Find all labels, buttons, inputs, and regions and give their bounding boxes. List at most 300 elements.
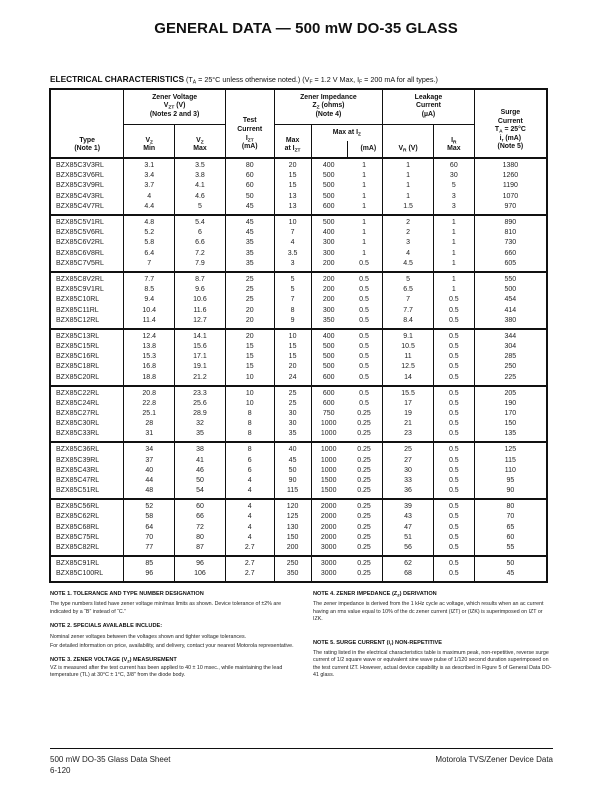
cell-izt: 8 bbox=[225, 419, 274, 429]
cell-izk: 1 bbox=[346, 238, 383, 248]
cell-zzt-max: 15 bbox=[274, 171, 311, 181]
cell-ir-max: 0.5 bbox=[433, 466, 474, 476]
cell-ir-max: 0.5 bbox=[433, 305, 474, 315]
cell-vr: 1.5 bbox=[383, 202, 434, 215]
cell-ir-max: 0.5 bbox=[433, 512, 474, 522]
cell-vz-min: 3.4 bbox=[124, 171, 175, 181]
header-sub: ZT bbox=[294, 148, 301, 154]
cell-vz-min: 64 bbox=[124, 523, 175, 533]
cell-type: BZX85C11RL bbox=[50, 305, 124, 315]
cell-izk: 1 bbox=[346, 181, 383, 191]
cell-ir-max: 0.5 bbox=[433, 455, 474, 465]
cell-zzt-max: 90 bbox=[274, 476, 311, 486]
row-group bbox=[50, 158, 547, 215]
cell-surge-current: 810 bbox=[474, 228, 547, 238]
cell-surge-current: 170 bbox=[474, 409, 547, 419]
cell-vr: 7.7 bbox=[383, 305, 434, 315]
header-max-at-iz bbox=[311, 124, 383, 158]
table-row bbox=[50, 248, 547, 258]
cell-izk: 0.25 bbox=[346, 419, 383, 429]
cell-vz-min: 20.8 bbox=[124, 386, 175, 399]
cell-zzt-max: 35 bbox=[274, 429, 311, 442]
cell-ir-max: 0.5 bbox=[433, 476, 474, 486]
note-5-title bbox=[313, 640, 553, 647]
cell-vz-min: 11.4 bbox=[124, 316, 175, 329]
cell-izt: 20 bbox=[225, 305, 274, 315]
cell-vz-min: 52 bbox=[124, 499, 175, 512]
cell-vz-min: 22.8 bbox=[124, 399, 175, 409]
cell-type: BZX85C5V1RL bbox=[50, 215, 124, 228]
cell-ir-max: 0.5 bbox=[433, 342, 474, 352]
electrical-characteristics-table bbox=[49, 88, 548, 583]
table-row bbox=[50, 533, 547, 543]
cell-vz-max: 50 bbox=[175, 476, 226, 486]
cell-zzk-max: 300 bbox=[311, 238, 346, 248]
footer-doc-title: 500 mW DO-35 Glass Data Sheet bbox=[50, 755, 171, 764]
condition-text: = 200 mA for all types.) bbox=[362, 75, 438, 84]
cell-vz-max: 46 bbox=[175, 466, 226, 476]
cell-izt: 15 bbox=[225, 342, 274, 352]
header-zener-impedance bbox=[274, 89, 383, 124]
table-row bbox=[50, 362, 547, 372]
cell-izt: 4 bbox=[225, 486, 274, 499]
cell-vz-max: 5.4 bbox=[175, 215, 226, 228]
cell-vz-max: 38 bbox=[175, 442, 226, 455]
table-row bbox=[50, 158, 547, 171]
cell-ir-max: 0.5 bbox=[433, 429, 474, 442]
cell-surge-current: 250 bbox=[474, 362, 547, 372]
cell-zzt-max: 130 bbox=[274, 523, 311, 533]
cell-izt: 25 bbox=[225, 285, 274, 295]
table-row bbox=[50, 486, 547, 499]
header-zener-voltage bbox=[124, 89, 225, 124]
cell-vz-min: 12.4 bbox=[124, 329, 175, 342]
cell-izk: 0.5 bbox=[346, 386, 383, 399]
cell-zzk-max: 600 bbox=[311, 202, 346, 215]
cell-surge-current: 500 bbox=[474, 285, 547, 295]
cell-zzt-max: 8 bbox=[274, 305, 311, 315]
header-test-current bbox=[225, 89, 274, 158]
cell-zzt-max: 150 bbox=[274, 533, 311, 543]
cell-vz-min: 3.1 bbox=[124, 158, 175, 171]
cell-surge-current: 70 bbox=[474, 512, 547, 522]
cell-vz-max: 41 bbox=[175, 455, 226, 465]
cell-izt: 4 bbox=[225, 499, 274, 512]
cell-zzk-max: 500 bbox=[311, 215, 346, 228]
table-row bbox=[50, 171, 547, 181]
cell-izk: 0.25 bbox=[346, 533, 383, 543]
cell-type: BZX85C10RL bbox=[50, 295, 124, 305]
cell-vr: 36 bbox=[383, 486, 434, 499]
table-row bbox=[50, 238, 547, 248]
cell-surge-current: 90 bbox=[474, 486, 547, 499]
notes-right bbox=[313, 591, 553, 687]
cell-vz-min: 16.8 bbox=[124, 362, 175, 372]
cell-surge-current: 80 bbox=[474, 499, 547, 512]
cell-zzk-max: 1000 bbox=[311, 429, 346, 442]
cell-vr: 7 bbox=[383, 295, 434, 305]
cell-surge-current: 45 bbox=[474, 569, 547, 582]
cell-izk: 1 bbox=[346, 158, 383, 171]
cell-surge-current: 150 bbox=[474, 419, 547, 429]
cell-surge-current: 1380 bbox=[474, 158, 547, 171]
cell-izk: 0.25 bbox=[346, 409, 383, 419]
condition-text: = 25°C unless otherwise noted.) (V bbox=[196, 75, 310, 84]
cell-izk: 0.5 bbox=[346, 272, 383, 285]
cell-ir-max: 1 bbox=[433, 285, 474, 295]
cell-surge-current: 125 bbox=[474, 442, 547, 455]
cell-izt: 4 bbox=[225, 533, 274, 543]
cell-surge-current: 190 bbox=[474, 399, 547, 409]
header-text: (mA) bbox=[360, 145, 377, 153]
cell-type: BZX85C12RL bbox=[50, 316, 124, 329]
cell-type: BZX85C22RL bbox=[50, 386, 124, 399]
cell-surge-current: 730 bbox=[474, 238, 547, 248]
cell-vz-min: 31 bbox=[124, 429, 175, 442]
cell-vz-max: 12.7 bbox=[175, 316, 226, 329]
header-text: (Notes 2 and 3) bbox=[149, 111, 200, 119]
cell-surge-current: 225 bbox=[474, 373, 547, 386]
cell-vz-max: 72 bbox=[175, 523, 226, 533]
cell-ir-max: 0.5 bbox=[433, 533, 474, 543]
table-row bbox=[50, 329, 547, 342]
header-text: Type bbox=[79, 136, 95, 144]
header-sub: Z bbox=[150, 140, 153, 146]
header-sub: ZT bbox=[168, 105, 175, 111]
cell-vr: 33 bbox=[383, 476, 434, 486]
cell-zzk-max: 500 bbox=[311, 352, 346, 362]
footer-publisher: Motorola TVS/Zener Device Data bbox=[435, 755, 553, 764]
header-text: (ohms) bbox=[319, 102, 345, 110]
cell-type: BZX85C20RL bbox=[50, 373, 124, 386]
cell-ir-max: 1 bbox=[433, 272, 474, 285]
divider bbox=[347, 141, 348, 158]
note-title-text: NOTE 3. ZENER VOLTAGE (V bbox=[50, 657, 128, 664]
cell-ir-max: 0.5 bbox=[433, 523, 474, 533]
table-row bbox=[50, 342, 547, 352]
cell-izk: 0.5 bbox=[346, 305, 383, 315]
cell-izk: 1 bbox=[346, 202, 383, 215]
header-text: V bbox=[163, 102, 169, 110]
cell-vz-max: 4.1 bbox=[175, 181, 226, 191]
table-row bbox=[50, 228, 547, 238]
note-title-sub: Z bbox=[397, 592, 400, 598]
table-row bbox=[50, 295, 547, 305]
cell-type: BZX85C7V5RL bbox=[50, 259, 124, 272]
cell-izt: 25 bbox=[225, 272, 274, 285]
cell-ir-max: 3 bbox=[433, 202, 474, 215]
header-text: Max bbox=[285, 136, 300, 144]
cell-vz-min: 28 bbox=[124, 419, 175, 429]
cell-vz-min: 4.4 bbox=[124, 202, 175, 215]
note-3-title bbox=[50, 657, 296, 664]
table-row bbox=[50, 429, 547, 442]
cell-ir-max: 0.5 bbox=[433, 442, 474, 455]
cell-zzk-max: 500 bbox=[311, 362, 346, 372]
cell-type: BZX85C82RL bbox=[50, 543, 124, 556]
cell-zzk-max: 1500 bbox=[311, 486, 346, 499]
header-text: (V) bbox=[174, 102, 186, 110]
table-row bbox=[50, 386, 547, 399]
cell-izk: 1 bbox=[346, 192, 383, 202]
cell-type: BZX85C51RL bbox=[50, 486, 124, 499]
cell-zzk-max: 400 bbox=[311, 228, 346, 238]
cell-zzt-max: 45 bbox=[274, 455, 311, 465]
cell-vr: 6.5 bbox=[383, 285, 434, 295]
cell-type: BZX85C68RL bbox=[50, 523, 124, 533]
cell-ir-max: 0.5 bbox=[433, 352, 474, 362]
cell-vz-max: 25.6 bbox=[175, 399, 226, 409]
cell-vr: 14 bbox=[383, 373, 434, 386]
cell-vz-min: 3.7 bbox=[124, 181, 175, 191]
cell-vz-max: 14.1 bbox=[175, 329, 226, 342]
cell-izt: 35 bbox=[225, 238, 274, 248]
cell-vz-max: 66 bbox=[175, 512, 226, 522]
cell-zzt-max: 13 bbox=[274, 192, 311, 202]
electrical-characteristics-caption bbox=[50, 74, 438, 84]
cell-izt: 50 bbox=[225, 192, 274, 202]
cell-ir-max: 3 bbox=[433, 192, 474, 202]
table-row bbox=[50, 499, 547, 512]
cell-vr: 2 bbox=[383, 215, 434, 228]
cell-ir-max: 0.5 bbox=[433, 556, 474, 569]
cell-vz-max: 3.5 bbox=[175, 158, 226, 171]
header-sub: R bbox=[453, 140, 457, 146]
cell-surge-current: 205 bbox=[474, 386, 547, 399]
cell-vz-max: 9.6 bbox=[175, 285, 226, 295]
header-vz-min bbox=[124, 124, 175, 158]
row-group bbox=[50, 272, 547, 329]
cell-izk: 0.5 bbox=[346, 295, 383, 305]
cell-vz-min: 96 bbox=[124, 569, 175, 582]
table-row bbox=[50, 442, 547, 455]
cell-vz-max: 96 bbox=[175, 556, 226, 569]
table-row bbox=[50, 285, 547, 295]
cell-vr: 3 bbox=[383, 238, 434, 248]
note-4-body: The zener impedance is derived from the 1 kHz cycle ac voltage, which results when an ac current having an rms value equal to 10% of the dc zener current (IZT) or (IZK) is superimposed on IZT or IZK. bbox=[313, 601, 544, 623]
header-sub: ZT bbox=[247, 138, 254, 143]
cell-izt: 10 bbox=[225, 386, 274, 399]
cell-izk: 0.25 bbox=[346, 543, 383, 556]
cell-vz-max: 21.2 bbox=[175, 373, 226, 386]
header-text: Max at I bbox=[332, 128, 358, 136]
cell-vz-min: 4 bbox=[124, 192, 175, 202]
header-max-at-izt bbox=[274, 124, 311, 158]
cell-vr: 5 bbox=[383, 272, 434, 285]
row-group bbox=[50, 386, 547, 443]
header-sub: Z bbox=[200, 140, 204, 146]
header-text: (µA) bbox=[421, 111, 436, 119]
cell-zzt-max: 25 bbox=[274, 399, 311, 409]
cell-zzk-max: 750 bbox=[311, 409, 346, 419]
header-text: (Note 4) bbox=[315, 111, 342, 119]
cell-zzk-max: 400 bbox=[311, 158, 346, 171]
cell-vz-min: 15.3 bbox=[124, 352, 175, 362]
cell-izt: 15 bbox=[225, 352, 274, 362]
cell-vr: 4 bbox=[383, 248, 434, 258]
header-text: Current bbox=[497, 117, 523, 125]
cell-type: BZX85C30RL bbox=[50, 419, 124, 429]
cell-surge-current: 110 bbox=[474, 466, 547, 476]
cell-type: BZX85C15RL bbox=[50, 342, 124, 352]
header-vz-max bbox=[175, 124, 226, 158]
cell-vr: 1 bbox=[383, 181, 434, 191]
condition-sub: A bbox=[192, 79, 197, 86]
cell-ir-max: 1 bbox=[433, 215, 474, 228]
cell-surge-current: 344 bbox=[474, 329, 547, 342]
row-group bbox=[50, 442, 547, 499]
row-group bbox=[50, 215, 547, 272]
cell-surge-current: 55 bbox=[474, 543, 547, 556]
cell-ir-max: 30 bbox=[433, 171, 474, 181]
header-text: at I bbox=[284, 145, 295, 153]
cell-izk: 1 bbox=[346, 248, 383, 258]
cell-vz-min: 6.4 bbox=[124, 248, 175, 258]
cell-izk: 0.25 bbox=[346, 512, 383, 522]
cell-izt: 8 bbox=[225, 429, 274, 442]
cell-izk: 1 bbox=[346, 215, 383, 228]
table-row bbox=[50, 181, 547, 191]
cell-zzt-max: 10 bbox=[274, 215, 311, 228]
cell-ir-max: 0.5 bbox=[433, 543, 474, 556]
header-ir-max bbox=[433, 124, 474, 158]
cell-zzt-max: 3.5 bbox=[274, 248, 311, 258]
cell-vz-min: 34 bbox=[124, 442, 175, 455]
cell-izt: 60 bbox=[225, 181, 274, 191]
cell-vr: 51 bbox=[383, 533, 434, 543]
row-group bbox=[50, 556, 547, 582]
table-row bbox=[50, 556, 547, 569]
cell-type: BZX85C91RL bbox=[50, 556, 124, 569]
cell-type: BZX85C18RL bbox=[50, 362, 124, 372]
condition-text: (T bbox=[183, 75, 193, 84]
cell-ir-max: 0.5 bbox=[433, 409, 474, 419]
cell-izk: 0.5 bbox=[346, 285, 383, 295]
cell-zzk-max: 200 bbox=[311, 285, 346, 295]
table-row bbox=[50, 569, 547, 582]
header-text: (Note 1) bbox=[74, 145, 100, 153]
cell-izt: 6 bbox=[225, 466, 274, 476]
cell-izk: 0.5 bbox=[346, 362, 383, 372]
header-text: I bbox=[451, 136, 454, 144]
header-surge-current bbox=[474, 89, 547, 158]
notes-left bbox=[50, 591, 296, 687]
header-sub: Z bbox=[358, 132, 361, 137]
cell-ir-max: 0.5 bbox=[433, 362, 474, 372]
cell-type: BZX85C9V1RL bbox=[50, 285, 124, 295]
header-text: Test bbox=[242, 117, 257, 125]
cell-vz-max: 6.6 bbox=[175, 238, 226, 248]
footer-rule bbox=[50, 748, 553, 749]
cell-vz-min: 13.8 bbox=[124, 342, 175, 352]
table-row bbox=[50, 192, 547, 202]
cell-vr: 56 bbox=[383, 543, 434, 556]
cell-surge-current: 1190 bbox=[474, 181, 547, 191]
cell-zzk-max: 200 bbox=[311, 259, 346, 272]
cell-vr: 4.5 bbox=[383, 259, 434, 272]
note-2-body: Nominal zener voltages between the voltages shown and tighter voltage tolerances. bbox=[50, 633, 247, 640]
cell-izk: 0.25 bbox=[346, 476, 383, 486]
cell-izt: 2.7 bbox=[225, 556, 274, 569]
cell-vr: 1 bbox=[383, 192, 434, 202]
cell-vr: 68 bbox=[383, 569, 434, 582]
cell-surge-current: 50 bbox=[474, 556, 547, 569]
cell-ir-max: 0.5 bbox=[433, 386, 474, 399]
cell-zzt-max: 5 bbox=[274, 272, 311, 285]
table-row bbox=[50, 259, 547, 272]
cell-vz-max: 3.8 bbox=[175, 171, 226, 181]
cell-vr: 21 bbox=[383, 419, 434, 429]
cell-vr: 62 bbox=[383, 556, 434, 569]
cell-ir-max: 0.5 bbox=[433, 419, 474, 429]
header-text: Zener Voltage bbox=[152, 93, 198, 101]
cell-vr: 1 bbox=[383, 158, 434, 171]
cell-vz-min: 7 bbox=[124, 259, 175, 272]
cell-ir-max: 0.5 bbox=[433, 569, 474, 582]
cell-vz-min: 25.1 bbox=[124, 409, 175, 419]
cell-zzk-max: 1000 bbox=[311, 466, 346, 476]
cell-vz-min: 5.8 bbox=[124, 238, 175, 248]
cell-vz-max: 11.6 bbox=[175, 305, 226, 315]
cell-zzt-max: 9 bbox=[274, 316, 311, 329]
cell-vr: 39 bbox=[383, 499, 434, 512]
header-sub: Z bbox=[316, 105, 320, 111]
cell-izk: 0.25 bbox=[346, 499, 383, 512]
note-title-text: NOTE 5. SURGE CURRENT (i bbox=[313, 639, 391, 646]
cell-vz-min: 18.8 bbox=[124, 373, 175, 386]
cell-vz-min: 85 bbox=[124, 556, 175, 569]
header-text: I bbox=[245, 134, 248, 142]
header-sub: A bbox=[499, 129, 503, 135]
cell-izt: 6 bbox=[225, 455, 274, 465]
cell-surge-current: 414 bbox=[474, 305, 547, 315]
cell-type: BZX85C5V6RL bbox=[50, 228, 124, 238]
cell-zzt-max: 30 bbox=[274, 409, 311, 419]
header-text: Max bbox=[447, 145, 461, 153]
cell-vr: 9.1 bbox=[383, 329, 434, 342]
cell-zzt-max: 115 bbox=[274, 486, 311, 499]
cell-zzk-max: 2000 bbox=[311, 512, 346, 522]
cell-vz-min: 44 bbox=[124, 476, 175, 486]
cell-zzk-max: 2000 bbox=[311, 499, 346, 512]
cell-vr: 27 bbox=[383, 455, 434, 465]
cell-izk: 0.5 bbox=[346, 373, 383, 386]
cell-surge-current: 304 bbox=[474, 342, 547, 352]
note-2-title: NOTE 2. SPECIALS AVAILABLE INCLUDE: bbox=[50, 623, 163, 630]
note-3-body: VZ is measured after the test current has been applied to 40 ± 10 msec., while maintaining the lead temperature (TL) at 30°C ± 1°C, 3/8" from the diode body. bbox=[50, 664, 283, 679]
cell-izk: 0.25 bbox=[346, 569, 383, 582]
header-text: Current bbox=[416, 102, 441, 110]
cell-zzt-max: 15 bbox=[274, 342, 311, 352]
cell-type: BZX85C36RL bbox=[50, 442, 124, 455]
cell-vz-max: 80 bbox=[175, 533, 226, 543]
cell-ir-max: 0.5 bbox=[433, 373, 474, 386]
header-vr bbox=[383, 124, 434, 158]
condition-sub: F bbox=[309, 79, 313, 86]
cell-type: BZX85C6V2RL bbox=[50, 238, 124, 248]
cell-zzk-max: 1500 bbox=[311, 476, 346, 486]
cell-vr: 23 bbox=[383, 429, 434, 442]
header-text: i bbox=[499, 134, 502, 142]
cell-izt: 45 bbox=[225, 228, 274, 238]
cell-ir-max: 0.5 bbox=[433, 316, 474, 329]
table-row bbox=[50, 455, 547, 465]
cell-zzt-max: 20 bbox=[274, 158, 311, 171]
cell-type: BZX85C13RL bbox=[50, 329, 124, 342]
cell-zzk-max: 3000 bbox=[311, 569, 346, 582]
cell-vr: 15.5 bbox=[383, 386, 434, 399]
header-text: Max bbox=[193, 145, 207, 153]
